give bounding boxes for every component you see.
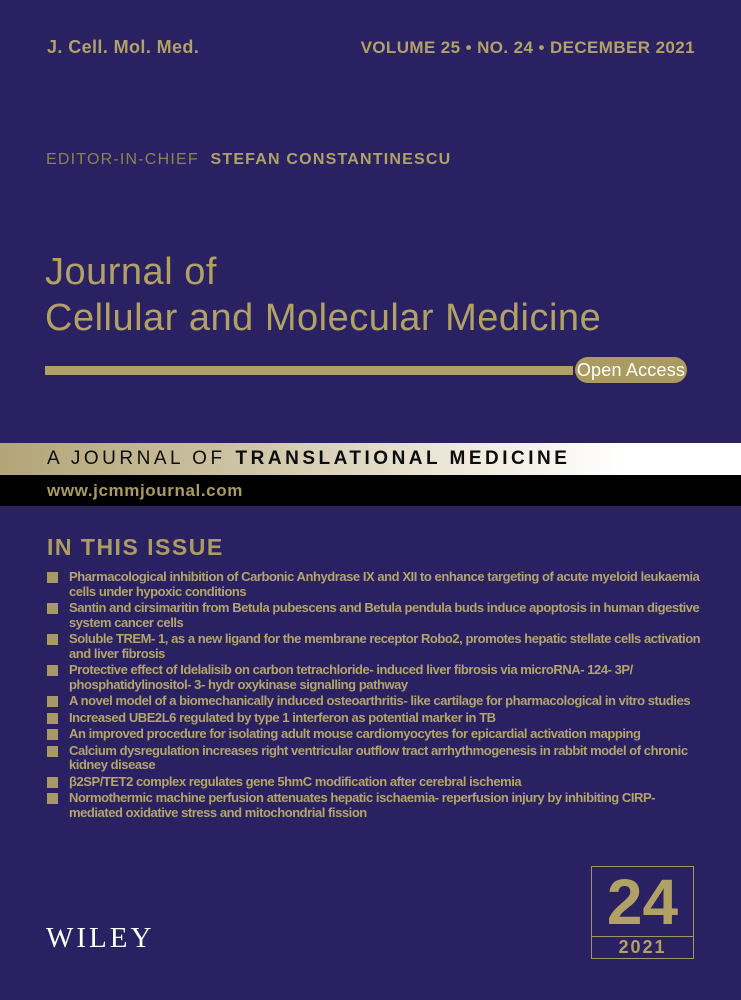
issue-item-text: Normothermic machine perfusion attenuates hepatic ischaemia- reperfusion injury by inhibiting CIRP- mediated oxidative stress and mitochondrial fission	[69, 790, 656, 820]
editor-in-chief-label: EDITOR-IN-CHIEF	[46, 151, 199, 168]
issue-item-text: An improved procedure for isolating adult mouse cardiomyocytes for epicardial activation mapping	[69, 726, 641, 741]
bullet-square-icon	[47, 713, 58, 724]
masthead-header	[47, 37, 695, 58]
open-access-label: Open Access	[576, 359, 686, 380]
bullet-square-icon	[47, 603, 58, 614]
gold-rule-divider	[45, 366, 573, 375]
issue-number: 24	[606, 865, 679, 938]
issue-number-box	[591, 866, 694, 959]
issue-item	[47, 570, 710, 599]
issue-item-text: A novel model of a biomechanically induced osteoarthritis- like cartilage for pharmacological in vitro studies	[69, 693, 691, 708]
issue-item-text: Santin and cirsimaritin from Betula pubescens and Betula pendula buds induce apoptosis in human digestive system cancer cells	[69, 600, 700, 630]
issue-item-text: β2SP/TET2 complex regulates gene 5hmC modification after cerebral ischemia	[69, 773, 522, 789]
issue-item	[47, 711, 710, 726]
issue-item	[47, 791, 710, 820]
issue-item	[47, 775, 710, 790]
bullet-square-icon	[47, 696, 58, 707]
issue-item-text: Increased UBE2L6 regulated by type 1 interferon as potential marker in TB	[69, 709, 496, 725]
website-url: www.jcmmjournal.com	[47, 480, 243, 500]
bullet-square-icon	[47, 793, 58, 804]
issue-item-text: Soluble TREM- 1, as a new ligand for the membrane receptor Robo2, promotes hepatic stellate cells activation and liver fibrosis	[69, 631, 701, 661]
wiley-publisher-logo: WILEY	[46, 922, 155, 954]
editor-in-chief-name: STEFAN CONSTANTINESCU	[210, 151, 452, 168]
issue-item	[47, 663, 710, 692]
journal-title	[45, 249, 711, 341]
issue-item-text: Pharmacological inhibition of Carbonic Anhydrase IX and XII to enhance targeting of acute myeloid leukaemia cells under hypoxic conditions	[69, 569, 700, 599]
website-band	[0, 475, 741, 506]
journal-title-line2: Cellular and Molecular Medicine	[45, 297, 602, 339]
journal-abbreviation: J. Cell. Mol. Med.	[47, 37, 200, 57]
journal-title-line1: Journal of	[45, 251, 217, 293]
issue-item	[47, 601, 710, 630]
issue-item	[47, 727, 710, 742]
issue-list	[47, 570, 710, 820]
in-this-issue-heading: IN THIS ISSUE	[47, 534, 224, 560]
bullet-square-icon	[47, 746, 58, 757]
bullet-square-icon	[47, 572, 58, 583]
issue-year: 2021	[592, 936, 693, 958]
tagline-bold: TRANSLATIONAL MEDICINE	[235, 448, 571, 469]
tagline-prefix: A JOURNAL OF	[47, 448, 226, 469]
editor-line	[46, 151, 451, 169]
issue-item-text: Calcium dysregulation increases right ventricular outflow tract arrhythmogenesis in rabbit model of chronic kidney disease	[69, 742, 688, 772]
bullet-square-icon	[47, 729, 58, 740]
issue-item	[47, 694, 710, 709]
bullet-square-icon	[47, 634, 58, 645]
in-this-issue-section	[47, 534, 710, 822]
volume-issue-date: VOLUME 25 • NO. 24 • DECEMBER 2021	[360, 38, 695, 57]
bullet-square-icon	[47, 777, 58, 788]
bullet-square-icon	[47, 665, 58, 676]
issue-item	[47, 632, 710, 661]
issue-item-text: Protective effect of Idelalisib on carbon tetrachloride- induced liver fibrosis via microRNA- 124- 3P/ phosphatidylinositol- 3- hydr oxykinase signalling pathway	[69, 662, 633, 692]
open-access-badge	[575, 357, 687, 383]
issue-item	[47, 744, 710, 773]
title-rule-row	[45, 356, 687, 384]
tagline-band	[0, 443, 741, 475]
